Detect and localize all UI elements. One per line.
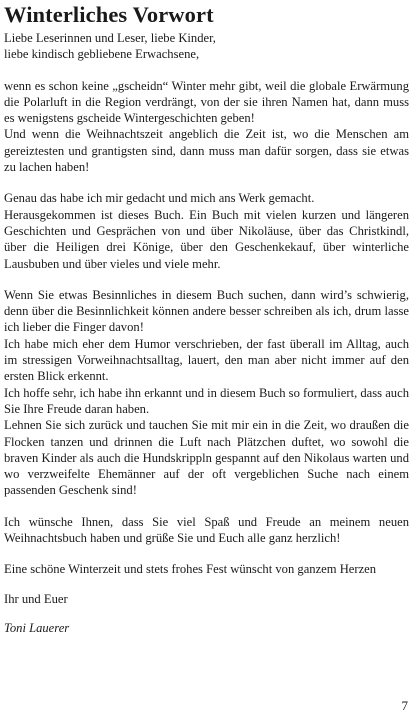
- paragraph-3: Genau das habe ich mir gedacht und mich ans Werk gemacht.: [4, 191, 315, 206]
- paragraph-4: Herausgekommen ist dieses Buch. Ein Buch mit vielen kurzen und längeren Geschichten und Gesprächen von und über Nikoläuse, über das Christkindl, über die Heiligen drei Könige, über den Geschenkekauf, über winterliche Lausbuben und über vieles und viele mehr.: [4, 207, 409, 271]
- paragraph-9: Ich wünsche Ihnen, dass Sie viel Spaß und Freude an meinem neuen Weihnachtsbuch haben und grüße Sie und Euch alle ganz herzlich!: [4, 514, 409, 546]
- author-signature: Toni Lauerer: [4, 620, 70, 635]
- paragraph-1: wenn es schon keine „gscheidn“ Winter mehr gibt, weil die globale Erwärmung die Polarluft in die Region verdrängt, von der sie ihren Namen hat, dann muss es wenigstens gscheide Wintergeschichten geben!: [4, 78, 409, 126]
- paragraph-7: Ich hoffe sehr, ich habe ihn erkannt und in diesem Buch so formuliert, dass auch Sie Ihre Freude daran haben.: [4, 385, 409, 416]
- paragraph-10: Eine schöne Winterzeit und stets frohes Fest wünscht von ganzem Herzen: [4, 562, 377, 577]
- paragraph-6: Ich habe mich eher dem Humor verschrieben, der fast überall im Alltag, auch im stressigen Vorweihnachtsalltag, lauert, den man aber nicht immer auf den ersten Blick erkennt.: [4, 336, 409, 384]
- paragraph-5: Wenn Sie etwas Besinnliches in diesem Buch suchen, dann wird’s schwierig, denn über die Besinnlichkeit können andere besser schreiben als ich, drum lasse ich lieber die Finger davon!: [4, 287, 409, 335]
- greeting-line-1: Liebe Leserinnen und Leser, liebe Kinder,: [4, 31, 216, 45]
- closing-line: Ihr und Euer: [4, 591, 68, 606]
- paragraph-8: Lehnen Sie sich zurück und tauchen Sie mit mir ein in die Zeit, wo draußen die Flocken tanzen und drinnen die Luft nach Plätzchen duftet, wo sowohl die braven Kinder als auch die Hundskrippln gespannt auf den Nikolaus warten und wo verzweifelte Ehemänner auf der oft vergeblichen Suche nach einem passenden Geschenk sind!: [4, 418, 409, 498]
- greeting-line-2: liebe kindisch gebliebene Erwachsene,: [4, 47, 200, 62]
- page-title: Winterliches Vorwort: [4, 2, 214, 27]
- foreword-body: [4, 30, 409, 636]
- page-number: 7: [401, 698, 408, 713]
- paragraph-2: Und wenn die Weihnachtszeit angeblich die Zeit ist, wo die Menschen am gereiztesten und grantigsten sind, dann muss man dafür sorgen, dass sie etwas zu lachen haben!: [4, 127, 409, 175]
